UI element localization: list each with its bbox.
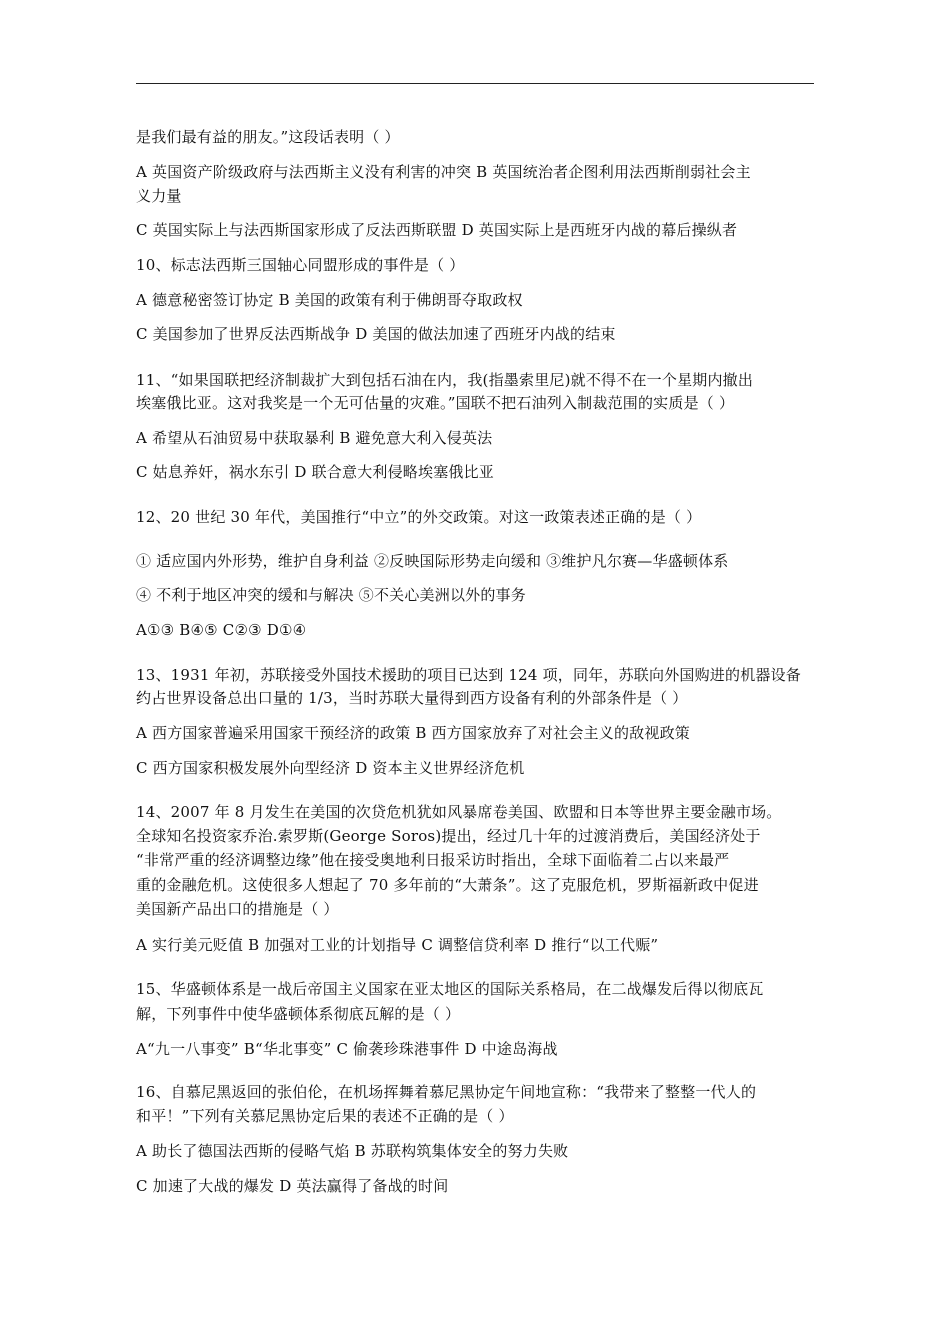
text-line: 解，下列事件中使华盛顿体系彻底瓦解的是（ ） bbox=[136, 1005, 461, 1023]
header-rule bbox=[136, 83, 814, 84]
text-line: C 英国实际上与法西斯国家形成了反法西斯联盟 D 英国实际上是西班牙内战的幕后操纵者 bbox=[136, 221, 738, 239]
text-line: A 西方国家普遍采用国家干预经济的政策 B 西方国家放弃了对社会主义的敌视政策 bbox=[136, 724, 690, 742]
text-line: C 加速了大战的爆发 D 英法赢得了备战的时间 bbox=[136, 1177, 449, 1195]
text-line: 是我们最有益的朋友。”这段话表明（ ） bbox=[136, 128, 400, 146]
text-line: 和平！”下列有关慕尼黑协定后果的表述不正确的是（ ） bbox=[136, 1107, 514, 1125]
text-line: A“九一八事变” B“华北事变” C 偷袭珍珠港事件 D 中途岛海战 bbox=[136, 1040, 558, 1058]
question-16: 16、自慕尼黑返回的张伯伦，在机场挥舞着慕尼黑协定午间地宣称：“我带来了整整一代人的 bbox=[136, 1083, 757, 1101]
question-11: 11、“如果国联把经济制裁扩大到包括石油在内，我(指墨索里尼)就不得不在一个星期内撤出 bbox=[136, 371, 754, 389]
text-line: A 希望从石油贸易中获取暴利 B 避免意大利入侵英法 bbox=[136, 429, 493, 447]
question-12: 12、20 世纪 30 年代，美国推行“中立”的外交政策。对这一政策表述正确的是（ ） bbox=[136, 508, 702, 526]
text-line: A 实行美元贬值 B 加强对工业的计划指导 C 调整信贷利率 D 推行“以工代赈” bbox=[136, 936, 659, 954]
text-line: C 姑息养奸，祸水东引 D 联合意大利侵略埃塞俄比亚 bbox=[136, 463, 495, 481]
text-line: “非常严重的经济调整边缘”他在接受奥地利日报采访时指出，全球下面临着二占以来最严 bbox=[136, 851, 730, 869]
text-line: 约占世界设备总出口量的 1/3，当时苏联大量得到西方设备有利的外部条件是（ ） bbox=[136, 689, 688, 707]
question-13: 13、1931 年初，苏联接受外国技术援助的项目已达到 124 项，同年，苏联向外国购进的机器设备 bbox=[136, 666, 801, 684]
question-14: 14、2007 年 8 月发生在美国的次贷危机犹如风暴席卷美国、欧盟和日本等世界主要金融市场。 bbox=[136, 803, 782, 821]
text-line: A 助长了德国法西斯的侵略气焰 B 苏联构筑集体安全的努力失败 bbox=[136, 1142, 569, 1160]
question-15: 15、华盛顿体系是一战后帝国主义国家在亚太地区的国际关系格局，在二战爆发后得以彻底瓦 bbox=[136, 980, 764, 998]
question-10: 10、标志法西斯三国轴心同盟形成的事件是（ ） bbox=[136, 256, 465, 274]
text-line: ④ 不利于地区冲突的缓和与解决 ⑤不关心美洲以外的事务 bbox=[136, 586, 526, 604]
text-line: 美国新产品出口的措施是（ ） bbox=[136, 900, 339, 918]
text-line: 义力量 bbox=[136, 187, 182, 205]
text-line: ① 适应国内外形势，维护自身利益 ②反映国际形势走向缓和 ③维护凡尔赛—华盛顿体系 bbox=[136, 552, 729, 570]
text-line: A 德意秘密签订协定 B 美国的政策有利于佛朗哥夺取政权 bbox=[136, 291, 523, 309]
text-line: C 西方国家积极发展外向型经济 D 资本主义世界经济危机 bbox=[136, 759, 525, 777]
text-line: C 美国参加了世界反法西斯战争 D 美国的做法加速了西班牙内战的结束 bbox=[136, 325, 616, 343]
text-line: 重的金融危机。这使很多人想起了 70 多年前的“大萧条”。这了克服危机，罗斯福新政中促进 bbox=[136, 876, 759, 894]
text-line: 全球知名投资家乔治.索罗斯(George Soros)提出，经过几十年的过渡消费后，美国经济处于 bbox=[136, 827, 761, 845]
text-line: 埃塞俄比亚。这对我奖是一个无可估量的灾难。”国联不把石油列入制裁范围的实质是（ ） bbox=[136, 394, 735, 412]
text-line: A①③ B④⑤ C②③ D①④ bbox=[136, 621, 307, 639]
text-line: A 英国资产阶级政府与法西斯主义没有利害的冲突 B 英国统治者企图利用法西斯削弱社会主 bbox=[136, 163, 751, 181]
